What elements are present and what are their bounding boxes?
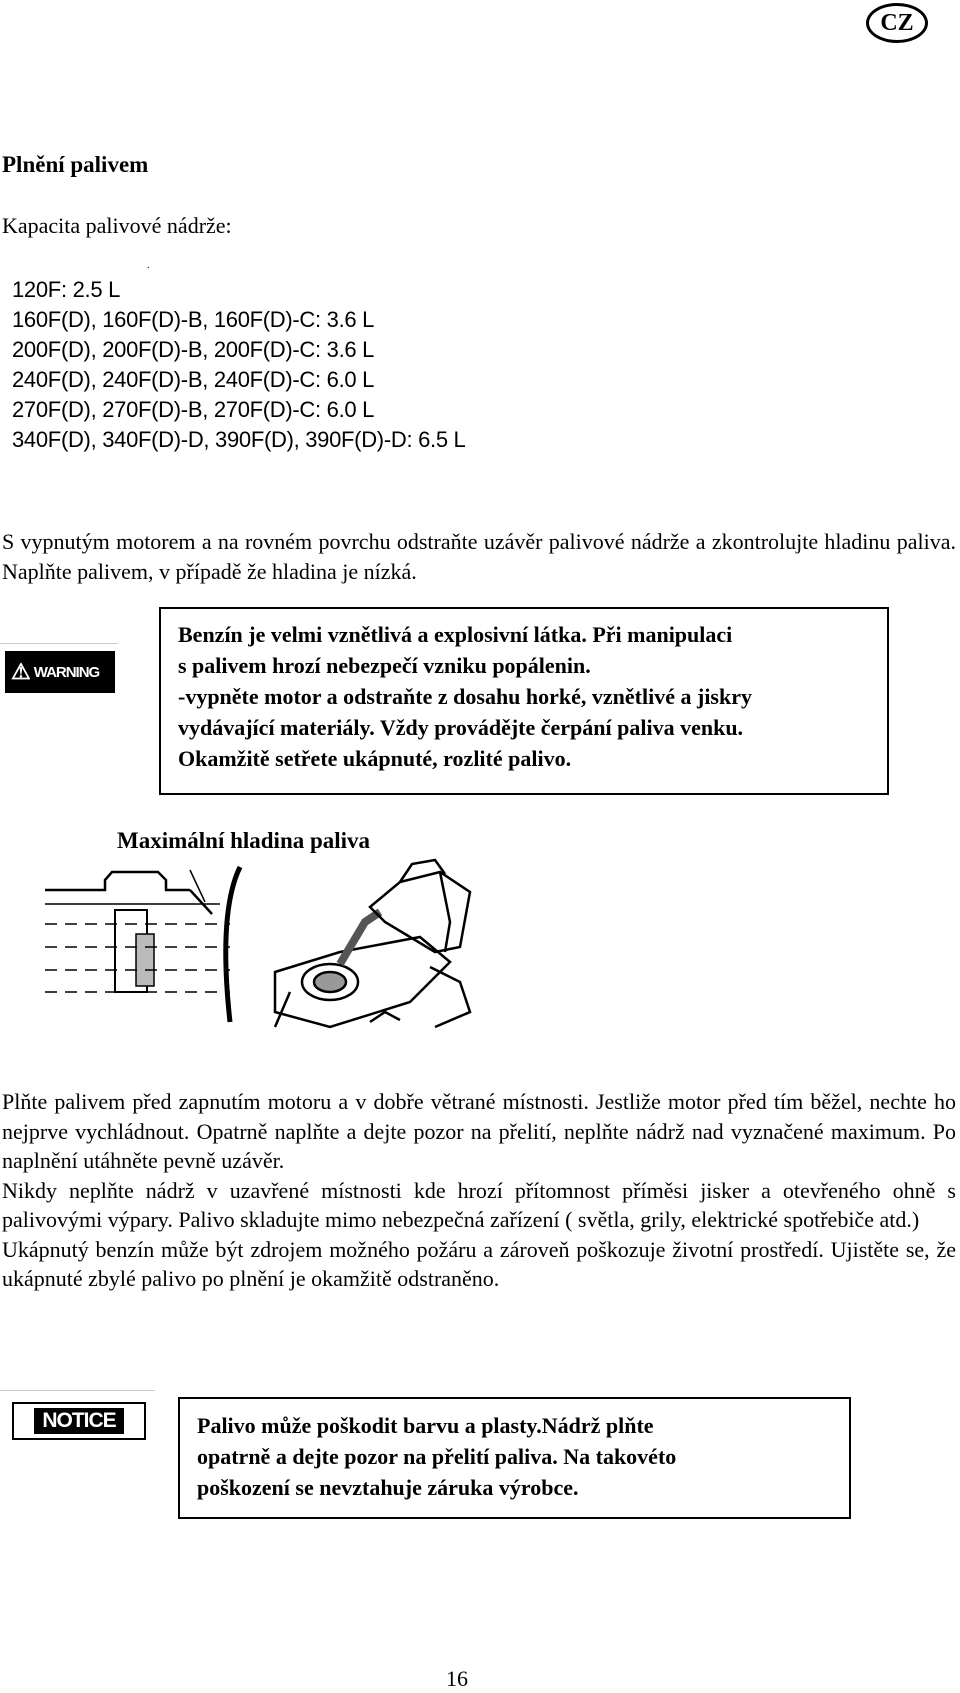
warning-triangle-icon: ⚠ bbox=[11, 659, 30, 684]
language-badge: CZ bbox=[866, 3, 928, 43]
notice-line: Palivo může poškodit barvu a plasty.Nádrž plňte bbox=[197, 1413, 654, 1438]
notice-icon-label: NOTICE bbox=[34, 1408, 123, 1434]
warning-icon-label: WARNING bbox=[33, 663, 100, 681]
warning-line: vydávající materiály. Vždy provádějte čerpání paliva venku. bbox=[178, 715, 744, 740]
stray-mark: . bbox=[147, 260, 150, 271]
notice-box bbox=[178, 1397, 851, 1519]
paragraph: Nikdy neplňte nádrž v uzavřené místnosti kde hrozí přítomnost příměsi jisker a otevřeného ohně s palivovými výpary. Palivo skladujte mimo nebezpečná zařízení ( světla, grily, elektrické spotřebiče atd.) bbox=[2, 1177, 956, 1232]
capacity-label: Kapacita palivové nádrže: bbox=[2, 213, 232, 238]
page-number: 16 bbox=[446, 1666, 468, 1691]
capacity-item: 340F(D), 340F(D)-D, 390F(D), 390F(D)-D: 6.5 L bbox=[12, 427, 466, 452]
warning-icon bbox=[5, 651, 115, 693]
paragraph: Plňte palivem před zapnutím motoru a v dobře větrané místnosti. Jestliže motor před tím běžel, nechte ho nejprve vychládnout. Opatrně naplňte a dejte pozor na přelití, neplňte nádrž nad vyznačené maximum. Po naplnění utáhněte pevně uzávěr. bbox=[2, 1089, 956, 1173]
warning-line: Okamžitě setřete ukápnuté, rozlité palivo. bbox=[178, 746, 572, 771]
notice-line: poškození se nevztahuje záruka výrobce. bbox=[197, 1475, 579, 1500]
capacity-item: 160F(D), 160F(D)-B, 160F(D)-C: 3.6 L bbox=[12, 307, 375, 332]
intro-paragraph: S vypnutým motorem a na rovném povrchu odstraňte uzávěr palivové nádrže a zkontrolujte hladinu paliva. Naplňte palivem, v případě že hladina je nízká. bbox=[2, 529, 956, 584]
divider bbox=[0, 643, 118, 644]
capacity-item: 120F: 2.5 L bbox=[12, 277, 120, 302]
notice-icon bbox=[12, 1402, 146, 1440]
warning-line: -vypněte motor a odstraňte z dosahu horké, vznětlivé a jiskry bbox=[178, 684, 752, 709]
capacity-item: 240F(D), 240F(D)-B, 240F(D)-C: 6.0 L bbox=[12, 367, 375, 392]
warning-box bbox=[159, 607, 889, 795]
fuel-filling-illustration bbox=[40, 852, 510, 1037]
warning-line: Benzín je velmi vznětlivá a explosivní látka. Při manipulaci bbox=[178, 622, 733, 647]
capacity-item: 200F(D), 200F(D)-B, 200F(D)-C: 3.6 L bbox=[12, 337, 375, 362]
divider bbox=[0, 1390, 155, 1391]
filling-instructions bbox=[2, 1087, 956, 1294]
capacity-list bbox=[12, 275, 466, 455]
section-title: Plnění palivem bbox=[2, 152, 149, 177]
warning-line: s palivem hrozí nebezpečí vzniku popálenin. bbox=[178, 653, 591, 678]
paragraph: Ukápnutý benzín může být zdrojem možného požáru a zároveň poškozuje životní prostředí. Ujistěte se, že ukápnuté zbylé palivo po plnění je okamžitě odstraněno. bbox=[2, 1236, 956, 1291]
capacity-item: 270F(D), 270F(D)-B, 270F(D)-C: 6.0 L bbox=[12, 397, 375, 422]
max-fuel-level-label: Maximální hladina paliva bbox=[117, 828, 371, 853]
notice-line: opatrně a dejte pozor na přelití paliva. Na takovéto bbox=[197, 1444, 677, 1469]
